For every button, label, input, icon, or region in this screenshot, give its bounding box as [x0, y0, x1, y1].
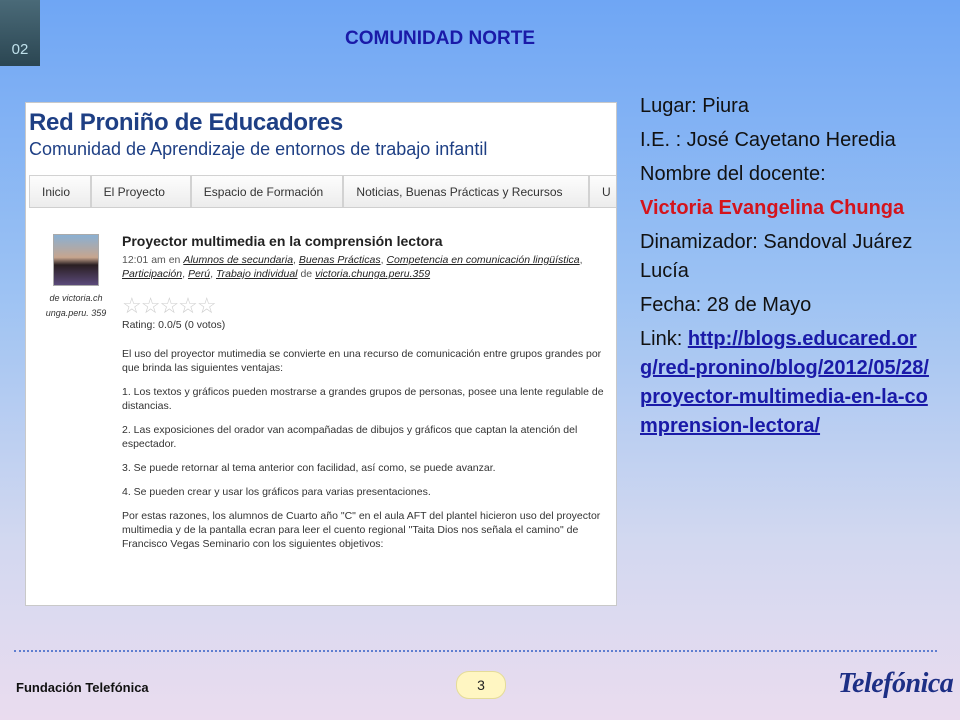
- site-title: Red Proniño de Educadores: [29, 109, 343, 136]
- post: [26, 207, 616, 606]
- info-panel: [640, 92, 930, 446]
- slide-number: 02: [11, 41, 29, 58]
- avatar: [53, 234, 99, 286]
- blog-screenshot: [25, 102, 617, 606]
- post-paragraph: 2. Las exposiciones del orador van acompañadas de dibujos y gráficos que captan la atención del espectador.: [122, 424, 578, 450]
- info-ie: I.E. : José Cayetano Heredia: [640, 129, 896, 151]
- post-paragraph: Por estas razones, los alumnos de Cuarto año "C" en el aula AFT del plantel hicieron uso del proyector multimedia y de la pantalla ecran para leer el cuento regional "Taita Dios nos señala el camino" de Francisco Vegas Seminario con los siguientes objetivos:: [122, 510, 601, 550]
- nav-tabs: [29, 175, 617, 208]
- site-subtitle: Comunidad de Aprendizaje de entornos de trabajo infantil: [29, 139, 488, 159]
- slide-number-badge: [0, 0, 40, 66]
- avatar-caption: de victoria.ch unga.peru. 359: [45, 293, 107, 318]
- info-dinamizador: Dinamizador: Sandoval Juárez Lucía: [640, 231, 913, 282]
- rating-text: Rating: 0.0/5 (0 votos): [122, 319, 226, 331]
- category-link[interactable]: Perú: [187, 268, 211, 280]
- category-link[interactable]: Buenas Prácticas: [298, 254, 381, 266]
- post-body: [122, 347, 610, 561]
- tab-u[interactable]: U: [589, 175, 617, 207]
- tab-formacion[interactable]: Espacio de Formación: [191, 175, 344, 207]
- post-paragraph: El uso del proyector mutimedia se convierte en una recurso de comunicación entre grupos grandes por que brinda las siguientes ventajas:: [122, 348, 602, 374]
- author-link[interactable]: victoria.chunga.peru.359: [315, 268, 431, 280]
- footer-divider: [14, 650, 937, 652]
- tab-inicio[interactable]: Inicio: [29, 175, 91, 207]
- info-lugar: Lugar: Piura: [640, 95, 749, 117]
- category-link[interactable]: Alumnos de secundaria: [183, 254, 294, 266]
- post-paragraph: 3. Se puede retornar al tema anterior con facilidad, así como, se puede avanzar.: [122, 462, 496, 474]
- rating-stars[interactable]: ☆☆☆☆☆: [122, 293, 216, 318]
- blog-link[interactable]: http://blogs.educared.org/red-pronino/blog/2012/05/28/proyector-multimedia-en-la-comprension-lectora/: [640, 328, 929, 437]
- post-paragraph: 4. Se pueden crear y usar los gráficos para varias presentaciones.: [122, 486, 431, 498]
- category-link[interactable]: Participación: [122, 268, 183, 280]
- page-number: 3: [456, 671, 506, 699]
- post-meta: 12:01 am en Alumnos de secundaria, Buenas Prácticas, Competencia en comunicación lingüística, Participación, Perú, Trabajo individual de victoria.chunga.peru.359: [122, 254, 583, 280]
- info-link: [640, 325, 930, 441]
- info-fecha: Fecha: 28 de Mayo: [640, 294, 812, 316]
- info-docente-label: Nombre del docente:: [640, 163, 826, 185]
- category-link[interactable]: Trabajo individual: [216, 268, 298, 280]
- info-docente-name: Victoria Evangelina Chunga: [640, 197, 905, 219]
- tab-proyecto[interactable]: El Proyecto: [91, 175, 191, 207]
- post-title[interactable]: Proyector multimedia en la comprensión lectora: [122, 233, 443, 249]
- post-paragraph: 1. Los textos y gráficos pueden mostrarse a grandes grupos de personas, posee una lente regulable de distancias.: [122, 386, 604, 412]
- tab-noticias[interactable]: Noticias, Buenas Prácticas y Recursos: [343, 175, 589, 207]
- slide-title: COMUNIDAD NORTE: [345, 28, 535, 49]
- footer-org: Fundación Telefónica: [16, 680, 149, 695]
- meta-by: de: [300, 268, 313, 280]
- info-link-label: Link:: [640, 328, 683, 350]
- meta-time: 12:01 am en: [122, 254, 181, 266]
- category-link[interactable]: Competencia en comunicación lingüística: [386, 254, 580, 266]
- telefonica-logo: Telefónica: [838, 668, 954, 699]
